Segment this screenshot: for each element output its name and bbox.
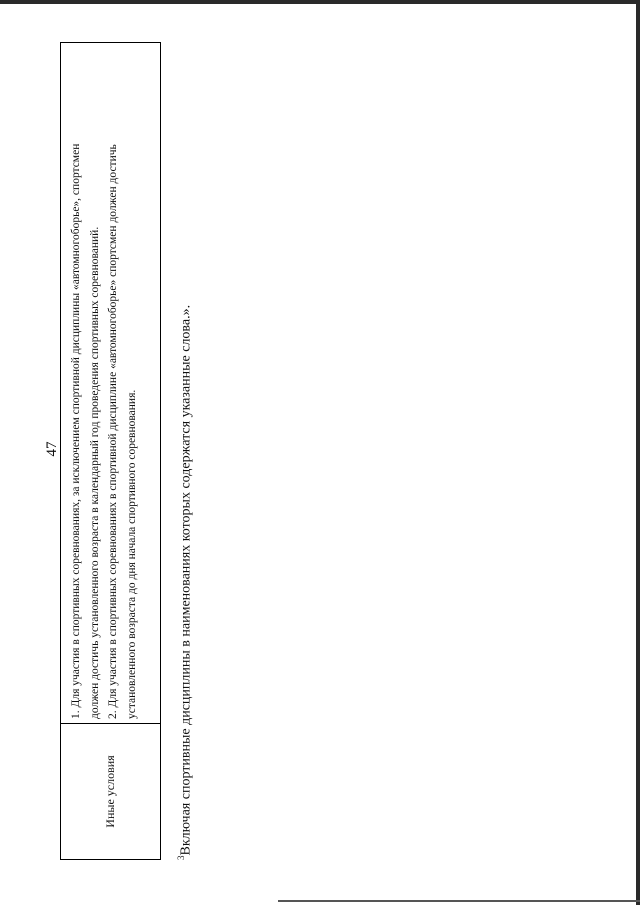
footnote-marker: 3 xyxy=(176,855,186,860)
condition-1-line-1: 1. Для участия в спортивных соревнованиях, за исключением спортивной дисциплины «автомногоборье», спортсмен xyxy=(70,143,82,719)
condition-2-line-1: 2. Для участия в спортивных соревнованиях в спортивной дисциплине «автомногоборье» спортсмен должен достичь xyxy=(107,144,119,719)
table-content-cell xyxy=(67,49,141,719)
rotated-page-content xyxy=(0,42,640,880)
condition-1-line-2: должен достичь установленного возраста в календарный год проведения спортивных соревнований. xyxy=(88,226,101,719)
footnote xyxy=(176,60,195,860)
table-label-cell xyxy=(61,723,160,859)
footnote-text: Включая спортивные дисциплины в наименованиях которых содержатся указанные слова.». xyxy=(178,304,194,856)
page-number: 47 xyxy=(44,441,60,457)
conditions-table xyxy=(60,42,161,860)
scan-edge-bottom xyxy=(278,900,640,902)
scan-edge-top xyxy=(0,0,640,4)
condition-2-line-2: установленного возраста до дня начала спортивного соревнования. xyxy=(125,389,138,719)
table-label: Иные условия xyxy=(103,755,117,828)
